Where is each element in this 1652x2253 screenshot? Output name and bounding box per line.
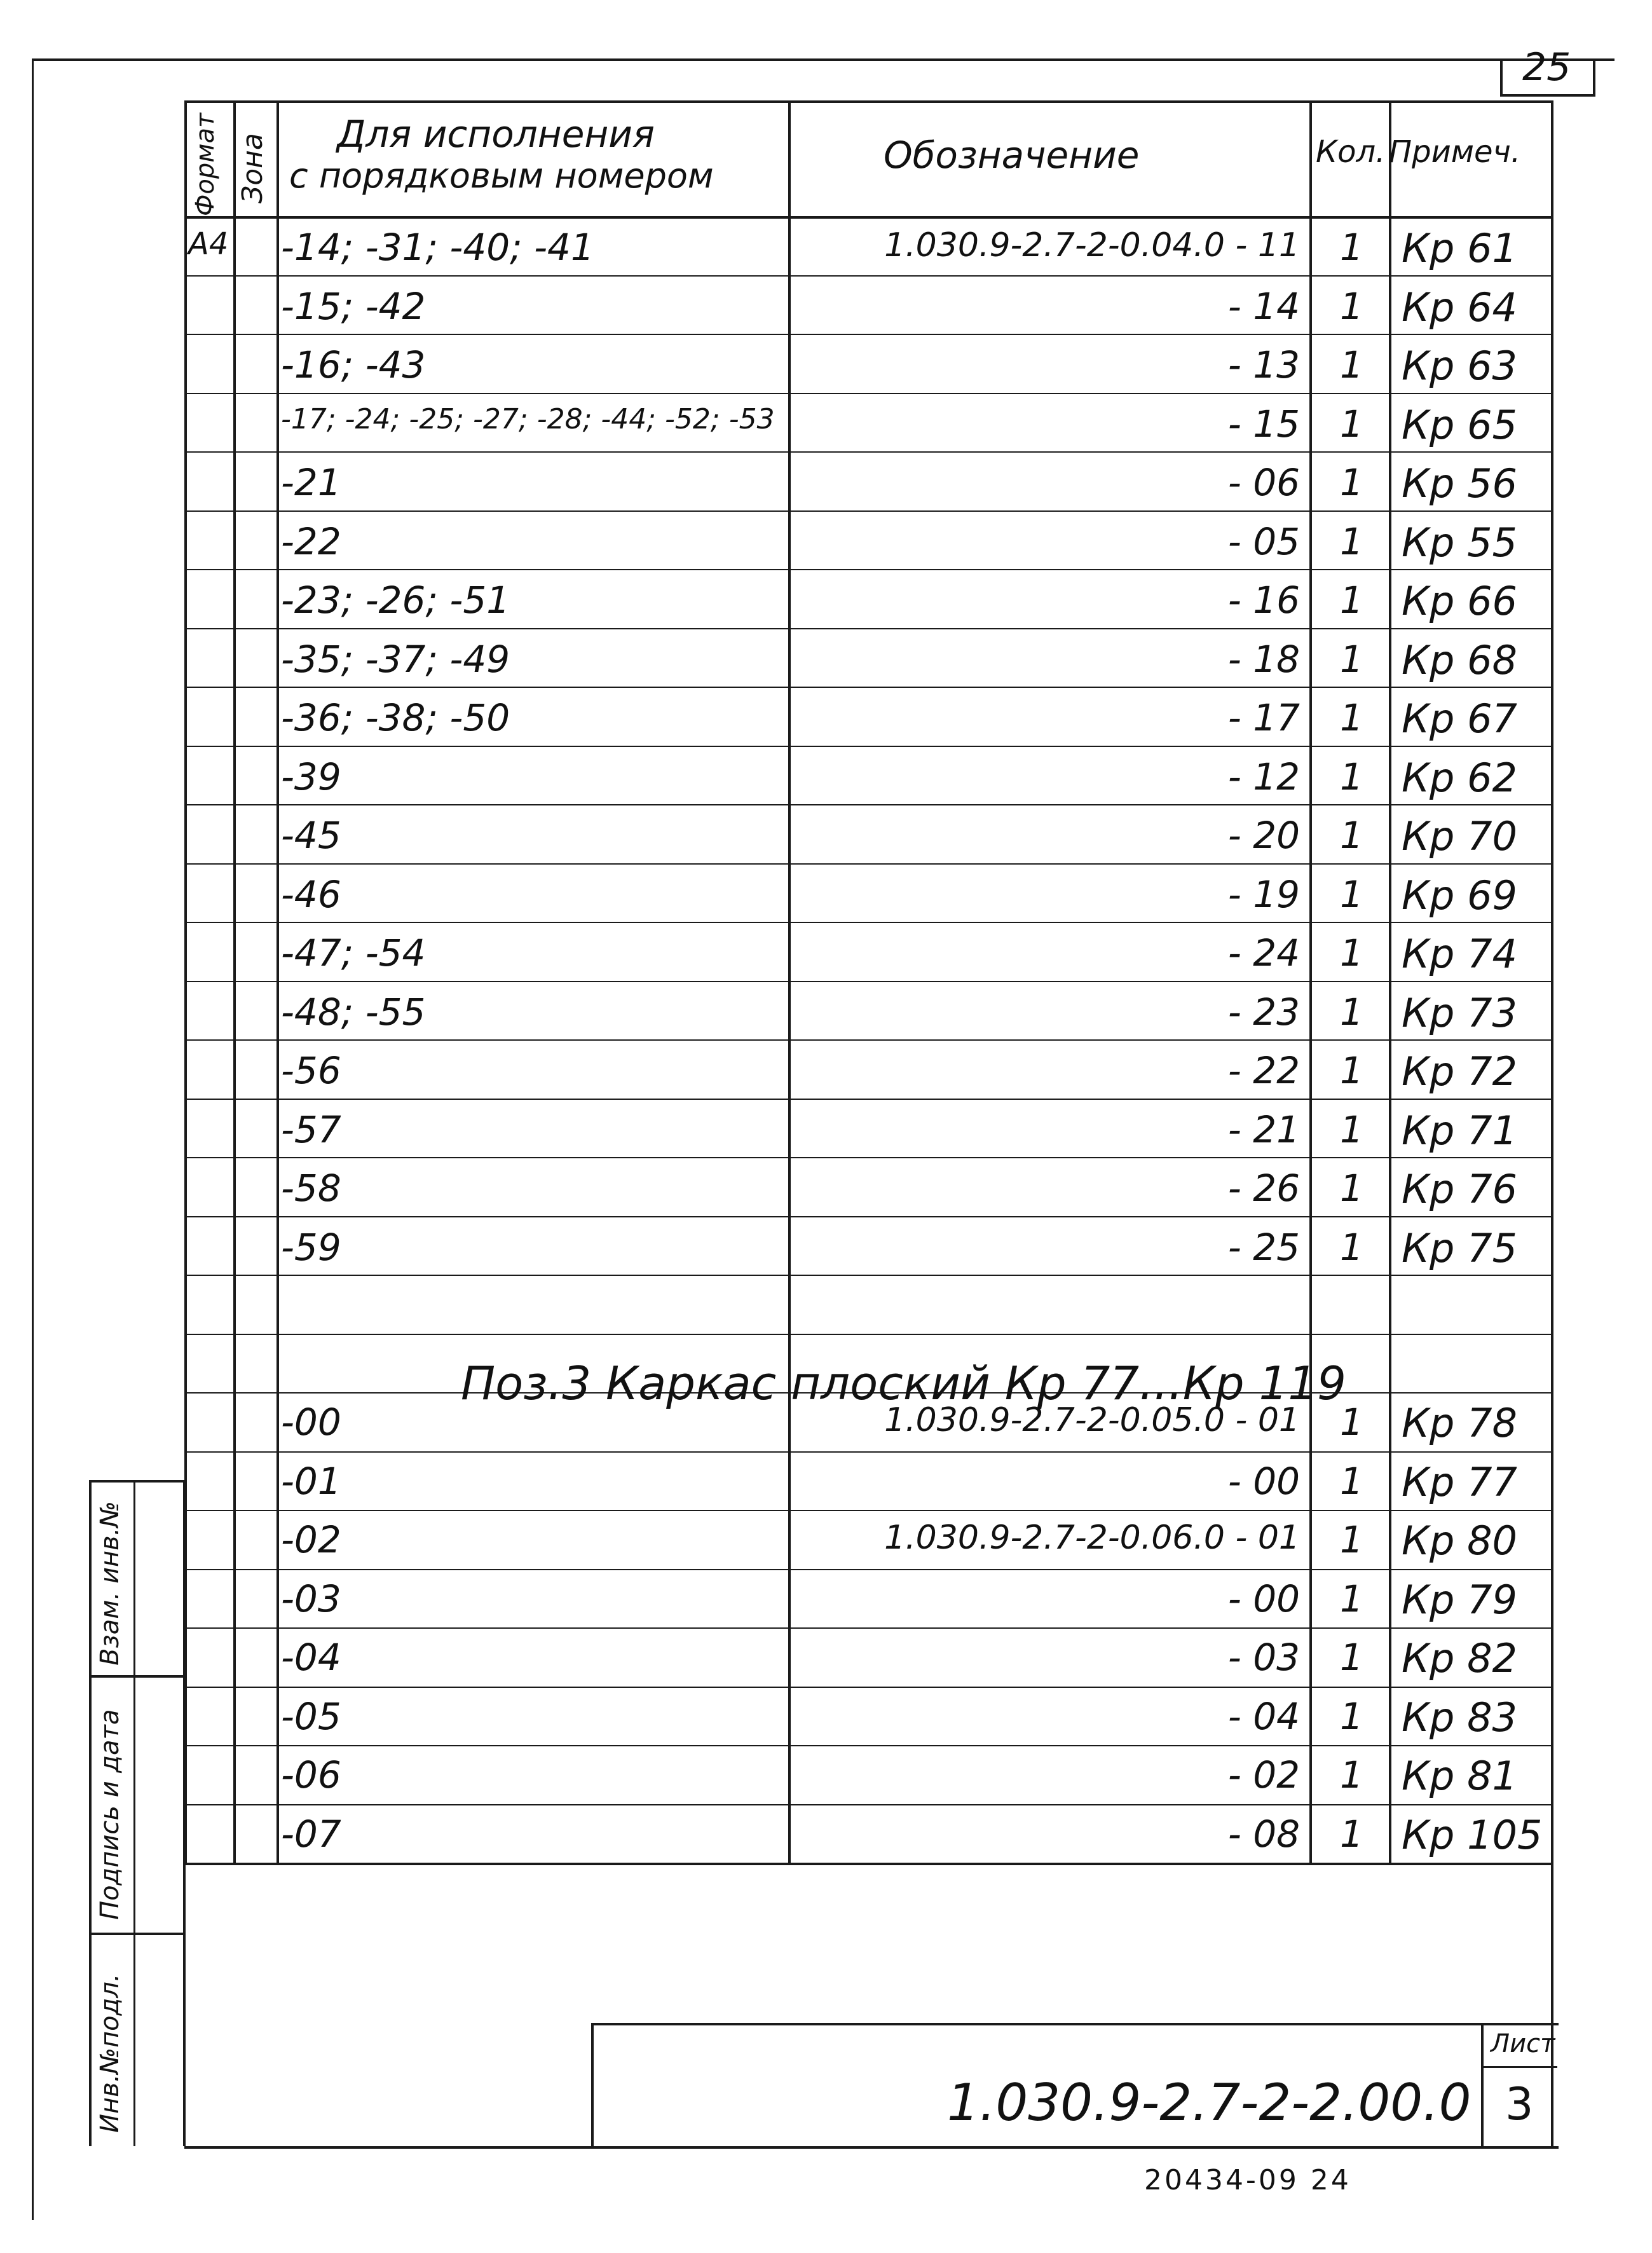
row-variant: -47; -54 (281, 931, 426, 975)
row2-note: Кр 83 (1402, 1694, 1517, 1741)
title-block-left (591, 2023, 594, 2149)
row2-variant: -00 (281, 1400, 341, 1444)
table-row-line (184, 1039, 1551, 1041)
table-row-line (184, 746, 1551, 747)
row-designation: - 12 (1227, 755, 1300, 798)
row2-variant: -04 (281, 1636, 341, 1679)
header-format: Формат (191, 113, 220, 216)
row-designation: 1.030.9-2.7-2-0.04.0 - 11 (884, 226, 1300, 264)
row-note: Кр 61 (1402, 225, 1517, 271)
row2-designation: - 00 (1227, 1460, 1300, 1503)
side-stamp-right-line (183, 1480, 186, 2146)
row-variant: -23; -26; -51 (281, 579, 510, 622)
row-designation: - 16 (1227, 579, 1300, 622)
row-format: A4 (188, 226, 229, 262)
row2-qty: 1 (1340, 1812, 1363, 1856)
row-designation: - 23 (1227, 990, 1300, 1034)
row-note: Кр 63 (1402, 343, 1517, 389)
row-qty: 1 (1340, 520, 1363, 563)
table-row-line (184, 1099, 1551, 1100)
row2-qty: 1 (1340, 1577, 1363, 1620)
row-note: Кр 75 (1402, 1225, 1517, 1271)
table-row-line (184, 1569, 1551, 1570)
row-variant: -35; -37; -49 (281, 638, 510, 681)
row-designation: - 19 (1227, 873, 1300, 916)
header-designation: Обозначение (884, 134, 1140, 177)
row2-qty: 1 (1340, 1518, 1363, 1561)
row-note: Кр 56 (1402, 460, 1517, 507)
row2-note: Кр 105 (1402, 1812, 1543, 1858)
title-block-sheet-number: 3 (1505, 2078, 1534, 2130)
header-zone: Зона (236, 133, 269, 203)
row2-designation: 1.030.9-2.7-2-0.06.0 - 01 (884, 1519, 1300, 1557)
row-note: Кр 66 (1402, 578, 1517, 624)
header-qty: Кол. (1316, 134, 1386, 170)
row-designation: - 20 (1227, 814, 1300, 857)
row-designation: - 21 (1227, 1108, 1300, 1151)
row-designation: - 14 (1227, 285, 1300, 328)
row-qty: 1 (1340, 990, 1363, 1034)
row-note: Кр 62 (1402, 755, 1517, 801)
row-variant: -48; -55 (281, 990, 426, 1034)
row-variant: -15; -42 (281, 285, 426, 328)
row-variant: -22 (281, 520, 341, 563)
row2-note: Кр 78 (1402, 1400, 1517, 1446)
row2-variant: -07 (281, 1812, 341, 1856)
table-row-line (184, 1687, 1551, 1688)
row-qty: 1 (1340, 461, 1363, 504)
row2-designation: - 04 (1227, 1695, 1300, 1738)
row-note: Кр 70 (1402, 813, 1517, 859)
row2-qty: 1 (1340, 1400, 1363, 1444)
row-variant: -57 (281, 1108, 341, 1151)
row-qty: 1 (1340, 638, 1363, 681)
row-note: Кр 64 (1402, 284, 1517, 331)
table-bottom-line (184, 1863, 1551, 1865)
row-variant: -58 (281, 1167, 341, 1210)
row2-variant: -03 (281, 1577, 341, 1620)
row-designation: - 13 (1227, 343, 1300, 387)
row-designation: - 26 (1227, 1167, 1300, 1210)
row-qty: 1 (1340, 226, 1363, 269)
row-designation: - 18 (1227, 638, 1300, 681)
table-row-line (184, 863, 1551, 865)
table-row-line (184, 451, 1551, 453)
row2-designation: 1.030.9-2.7-2-0.05.0 - 01 (884, 1401, 1300, 1439)
table-row-line (184, 1275, 1551, 1276)
row2-note: Кр 81 (1402, 1753, 1517, 1799)
row-designation: - 25 (1227, 1226, 1300, 1269)
side-stamp-sep2 (89, 1675, 184, 1678)
title-block-sheet-sep (1481, 2023, 1484, 2149)
row2-variant: -01 (281, 1460, 341, 1503)
row-variant: -56 (281, 1049, 341, 1092)
row-note: Кр 73 (1402, 990, 1517, 1036)
row-designation: - 22 (1227, 1049, 1300, 1092)
table-row-line (184, 275, 1551, 277)
row-variant: -21 (281, 461, 341, 504)
title-block-top (591, 2023, 1559, 2025)
row2-designation: - 02 (1227, 1753, 1300, 1797)
row-note: Кр 65 (1402, 402, 1517, 448)
page-right-line (1551, 1863, 1553, 2146)
row-note: Кр 55 (1402, 519, 1517, 566)
row-qty: 1 (1340, 931, 1363, 975)
row-note: Кр 76 (1402, 1166, 1517, 1212)
title-block-sheet-label-line (1481, 2066, 1557, 2068)
row2-note: Кр 77 (1402, 1459, 1517, 1505)
row-qty: 1 (1340, 402, 1363, 446)
side-stamp-sep1 (89, 1480, 184, 1483)
row-qty: 1 (1340, 579, 1363, 622)
row2-qty: 1 (1340, 1695, 1363, 1738)
row-variant: -59 (281, 1226, 341, 1269)
table-row-line (184, 510, 1551, 512)
row-designation: - 15 (1227, 402, 1300, 446)
row-variant: -36; -38; -50 (281, 696, 510, 739)
row-qty: 1 (1340, 814, 1363, 857)
table-row-line (184, 393, 1551, 394)
row2-variant: -06 (281, 1753, 341, 1797)
row-designation: - 06 (1227, 461, 1300, 504)
side-stamp-left-line (89, 1480, 92, 2146)
corner-sheet-number: 25 (1522, 48, 1571, 86)
table-row-line (184, 569, 1551, 570)
row2-variant: -05 (281, 1695, 341, 1738)
row-designation: - 17 (1227, 696, 1300, 739)
table-row-line (184, 1216, 1551, 1217)
row-variant: -14; -31; -40; -41 (281, 226, 594, 269)
row-qty: 1 (1340, 696, 1363, 739)
table-row-line (184, 687, 1551, 688)
side-stamp-sep3 (89, 1933, 184, 1935)
side-stamp-inner-line (133, 1480, 135, 2146)
table-row-line (184, 1804, 1551, 1805)
row2-qty: 1 (1340, 1460, 1363, 1503)
row-qty: 1 (1340, 873, 1363, 916)
header-variant-line2: с порядковым номером (289, 156, 714, 196)
row-note: Кр 69 (1402, 872, 1517, 919)
table-row-line (184, 1157, 1551, 1158)
table-row-line (184, 804, 1551, 805)
row-variant: -16; -43 (281, 343, 426, 387)
bottom-stamp: 20434-09 24 (1144, 2164, 1351, 2196)
row-note: Кр 72 (1402, 1048, 1517, 1095)
row2-designation: - 00 (1227, 1577, 1300, 1620)
table-top-line (184, 100, 1551, 103)
row2-designation: - 08 (1227, 1812, 1300, 1856)
table-row-line (184, 628, 1551, 629)
table-col-line-right (1551, 100, 1553, 1863)
header-variant-line1: Для исполнения (337, 113, 655, 156)
table-header-bottom-line (184, 216, 1551, 219)
row-note: Кр 74 (1402, 931, 1517, 977)
title-block-document-code: 1.030.9-2.7-2-2.00.0 (947, 2073, 1471, 2132)
row-qty: 1 (1340, 1108, 1363, 1151)
row2-designation: - 03 (1227, 1636, 1300, 1679)
side-stamp-vzam-inv: Взам. инв.№ (95, 1501, 125, 1666)
table-row-line (184, 981, 1551, 982)
row-variant: -17; -24; -25; -27; -28; -44; -52; -53 (281, 403, 775, 435)
row-designation: - 05 (1227, 520, 1300, 563)
table-row-line (184, 1334, 1551, 1335)
row-variant: -46 (281, 873, 341, 916)
row-note: Кр 67 (1402, 695, 1517, 742)
header-note: Примеч. (1389, 134, 1521, 170)
row-qty: 1 (1340, 343, 1363, 387)
row-qty: 1 (1340, 755, 1363, 798)
row2-variant: -02 (281, 1518, 341, 1561)
row-variant: -39 (281, 755, 341, 798)
table-row-line (184, 1510, 1551, 1511)
row-qty: 1 (1340, 285, 1363, 328)
row-qty: 1 (1340, 1049, 1363, 1092)
table-row-line (184, 1451, 1551, 1453)
row2-qty: 1 (1340, 1636, 1363, 1679)
row2-note: Кр 80 (1402, 1517, 1517, 1564)
table-row-line (184, 1745, 1551, 1746)
row-note: Кр 71 (1402, 1107, 1517, 1154)
table-row-line (184, 334, 1551, 335)
page-bottom-line (184, 2146, 1559, 2149)
row2-note: Кр 79 (1402, 1577, 1517, 1623)
table-row-line (184, 922, 1551, 923)
side-stamp-inv-podl: Инв.№подл. (95, 1973, 125, 2133)
side-stamp-podpis-data: Подпись и дата (95, 1709, 125, 1920)
row2-qty: 1 (1340, 1753, 1363, 1797)
row-note: Кр 68 (1402, 637, 1517, 683)
title-block-sheet-label: Лист (1491, 2029, 1555, 2058)
table-row-line (184, 1627, 1551, 1629)
row-qty: 1 (1340, 1167, 1363, 1210)
section-title: Поз.3 Каркас плоский Кр 77...Кр 119 (461, 1357, 1346, 1410)
row-qty: 1 (1340, 1226, 1363, 1269)
row-designation: - 24 (1227, 931, 1300, 975)
row-variant: -45 (281, 814, 341, 857)
row2-note: Кр 82 (1402, 1635, 1517, 1681)
